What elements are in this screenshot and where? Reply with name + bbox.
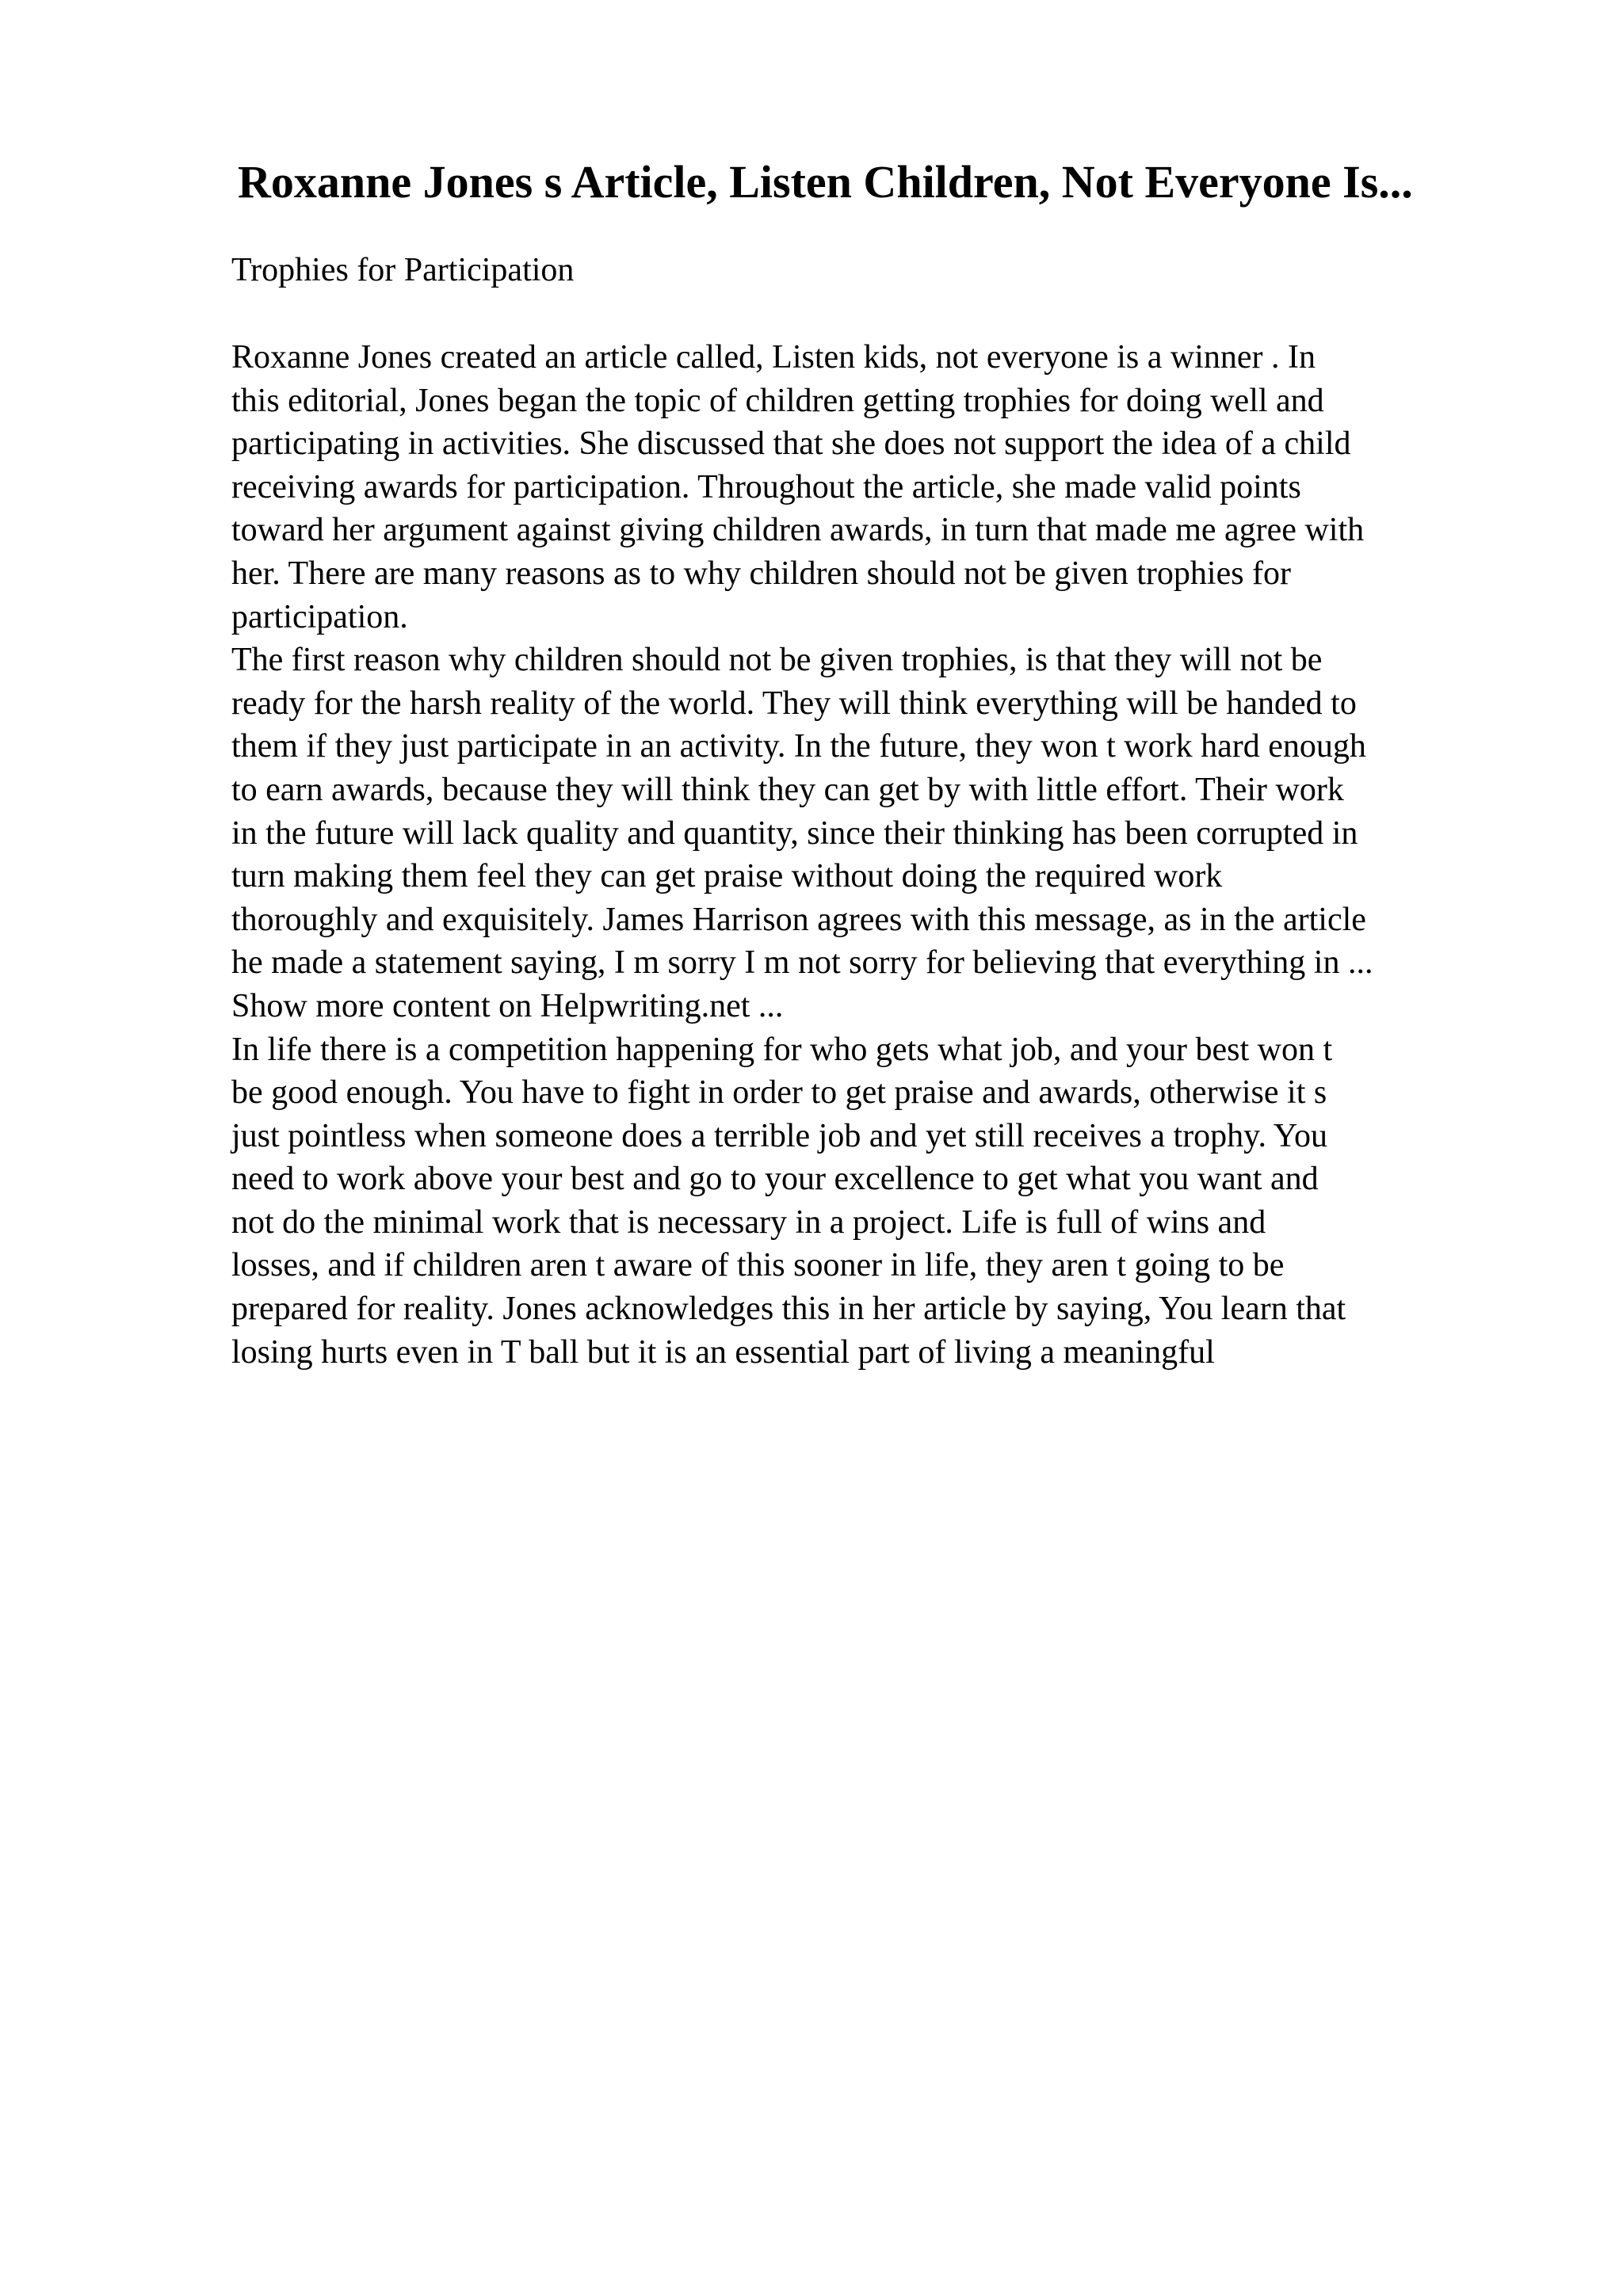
- body-line: not do the minimal work that is necessary in a project. Life is full of wins and: [231, 1203, 1266, 1241]
- body-line: her. There are many reasons as to why children should not be given trophies for: [231, 555, 1292, 592]
- body-line: ready for the harsh reality of the world. They will think everything will be handed to: [231, 685, 1357, 722]
- body-line: receiving awards for participation. Throughout the article, she made valid points: [231, 468, 1301, 505]
- body-line: this editorial, Jones began the topic of children getting trophies for doing well and: [231, 382, 1324, 419]
- body-line: need to work above your best and go to your excellence to get what you want and: [231, 1161, 1319, 1198]
- body-line: thoroughly and exquisitely. James Harrison agrees with this message, as in the article: [231, 901, 1366, 938]
- body-line: participating in activities. She discussed that she does not support the idea of a child: [231, 425, 1351, 463]
- body-line: he made a statement saying, I m sorry I m not sorry for believing that everything in ...: [231, 944, 1373, 982]
- document-subtitle: Trophies for Participation: [231, 252, 575, 288]
- body-line: them if they just participate in an activity. In the future, they won t work hard enough: [231, 728, 1366, 765]
- body-line: The first reason why children should not be given trophies, is that they will not be: [231, 642, 1323, 679]
- document-body: [231, 336, 1594, 1374]
- body-line: In life there is a competition happening for who gets what job, and your best won t: [231, 1031, 1333, 1068]
- body-line: toward her argument against giving children awards, in turn that made me agree with: [231, 512, 1365, 549]
- show-more-link[interactable]: Show more content on Helpwriting.net ...: [231, 987, 784, 1024]
- body-line: turn making them feel they can get praise without doing the required work: [231, 858, 1223, 895]
- body-line: be good enough. You have to fight in order to get praise and awards, otherwise it s: [231, 1074, 1327, 1112]
- body-line: prepared for reality. Jones acknowledges this in her article by saying, You learn that: [231, 1291, 1346, 1328]
- body-line: just pointless when someone does a terrible job and yet still receives a trophy. You: [231, 1117, 1328, 1154]
- body-line: in the future will lack quality and quantity, since their thinking has been corrupted in: [231, 814, 1358, 852]
- body-line: losing hurts even in T ball but it is an essential part of living a meaningful: [231, 1333, 1215, 1371]
- body-line: losses, and if children aren t aware of this sooner in life, they aren t going to be: [231, 1247, 1285, 1284]
- body-line: to earn awards, because they will think they can get by with little effort. Their work: [231, 771, 1344, 808]
- body-line: participation.: [231, 598, 408, 635]
- document-title: Roxanne Jones s Article, Listen Children, Not Everyone Is...: [238, 156, 1413, 208]
- body-line: Roxanne Jones created an article called, Listen kids, not everyone is a winner . In: [231, 339, 1316, 376]
